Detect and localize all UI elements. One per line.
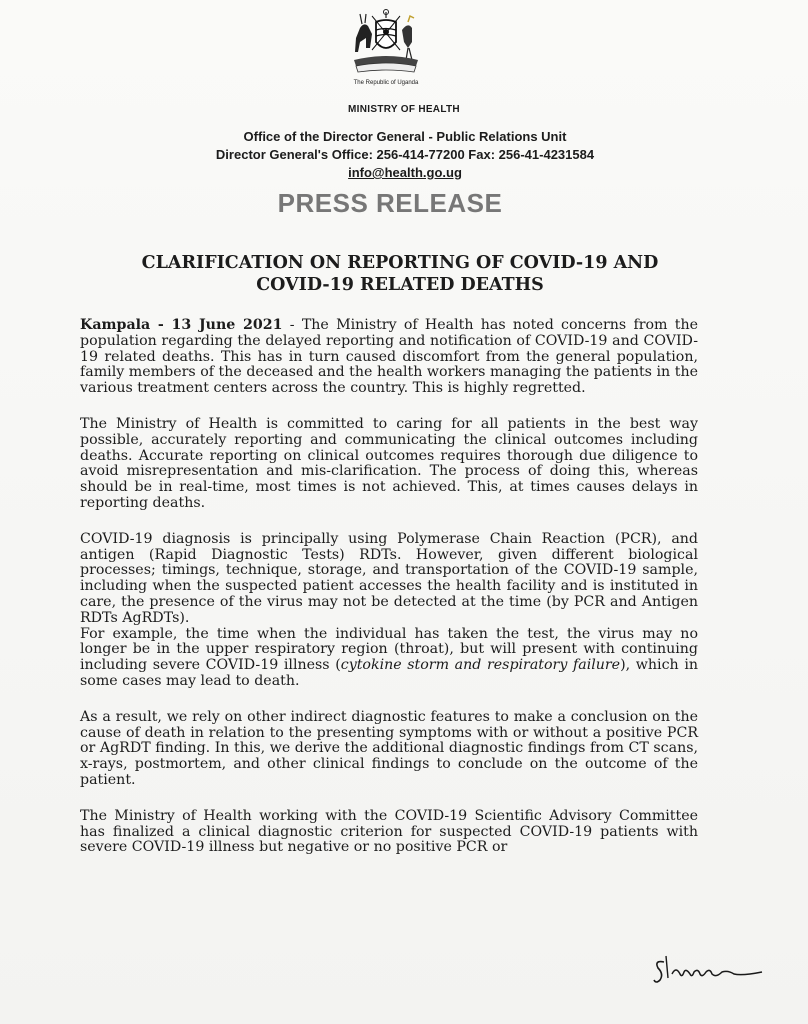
paragraph-2: The Ministry of Health is committed to caring for all patients in the best way possible, accurately reporting and communicating the clinical outcomes including deaths. Accurate reporting on clinical outcomes requires thorough due diligence to avoid misrepresentation and mis-clarification. The process of doing this, whereas should be in real-time, most times is not achieved. This, at times causes delays in reporting deaths.: [80, 415, 698, 511]
press-release-label: PRESS RELEASE: [277, 188, 503, 218]
office-block: [100, 128, 710, 182]
paragraph-4-text: For example, the time when the individual has taken the test, the virus may no longer be in the upper respiratory region (throat), but will present with continuing including severe COVID-19 illness (: [80, 625, 698, 674]
title-line-1: CLARIFICATION ON REPORTING OF COVID-19 AND: [141, 253, 659, 273]
coat-of-arms-icon: [346, 8, 426, 80]
document-title: [100, 252, 700, 296]
email-link[interactable]: info@health.go.ug: [348, 165, 462, 180]
paragraph-3: COVID-19 diagnosis is principally using Polymerase Chain Reaction (PCR), and antigen (Rapid Diagnostic Tests) RDTs. However, given different biological processes; timings, technique, storage, and transportation of the COVID-19 sample, including when the suspected patient accesses the health facility and is instituted in care, the presence of the virus may not be detected at the time (by PCR and Antigen RDTs AgRDTs).: [80, 530, 698, 626]
paragraph-1: [80, 318, 698, 397]
title-line-2: COVID-19 RELATED DEATHS: [256, 275, 544, 295]
paragraph-6: The Ministry of Health working with the COVID-19 Scientific Advisory Committee has finalized a clinical diagnostic criterion for suspected COVID-19 patients with severe COVID-19 illness but negative or no positive PCR or: [80, 807, 698, 856]
paragraph-4-italic: cytokine storm and respiratory failure: [340, 657, 621, 674]
signature-icon: [652, 950, 772, 986]
republic-caption: The Republic of Uganda: [353, 80, 419, 86]
contact-line: Director General's Office: 256-414-77200 Fax: 256-41-4231584: [215, 147, 595, 162]
paragraph-5: As a result, we rely on other indirect diagnostic features to make a conclusion on the cause of death in relation to the presenting symptoms with or without a positive PCR or AgRDT finding. In this, we derive the additional diagnostic findings from CT scans, x-rays, postmortem, and other clinical findings to conclude on the outcome of the patient.: [80, 708, 698, 788]
paragraph-4-end: ), which in some cases may lead to death.: [80, 657, 698, 689]
office-line: Office of the Director General - Public Relations Unit: [243, 129, 567, 144]
dateline: Kampala - 13 June 2021: [80, 317, 283, 333]
ministry-name: MINISTRY OF HEALTH: [348, 104, 460, 115]
body-text: [80, 318, 698, 876]
paragraph-1-text: - The Ministry of Health has noted concerns from the population regarding the delayed reporting and notification of COVID-19 and COVID-19 related deaths. This has in turn caused discomfort from the general population, family members of the deceased and the health workers managing the patients in the various treatment centers across the country. This is highly regretted.: [80, 317, 699, 397]
paragraph-4: [80, 627, 698, 690]
